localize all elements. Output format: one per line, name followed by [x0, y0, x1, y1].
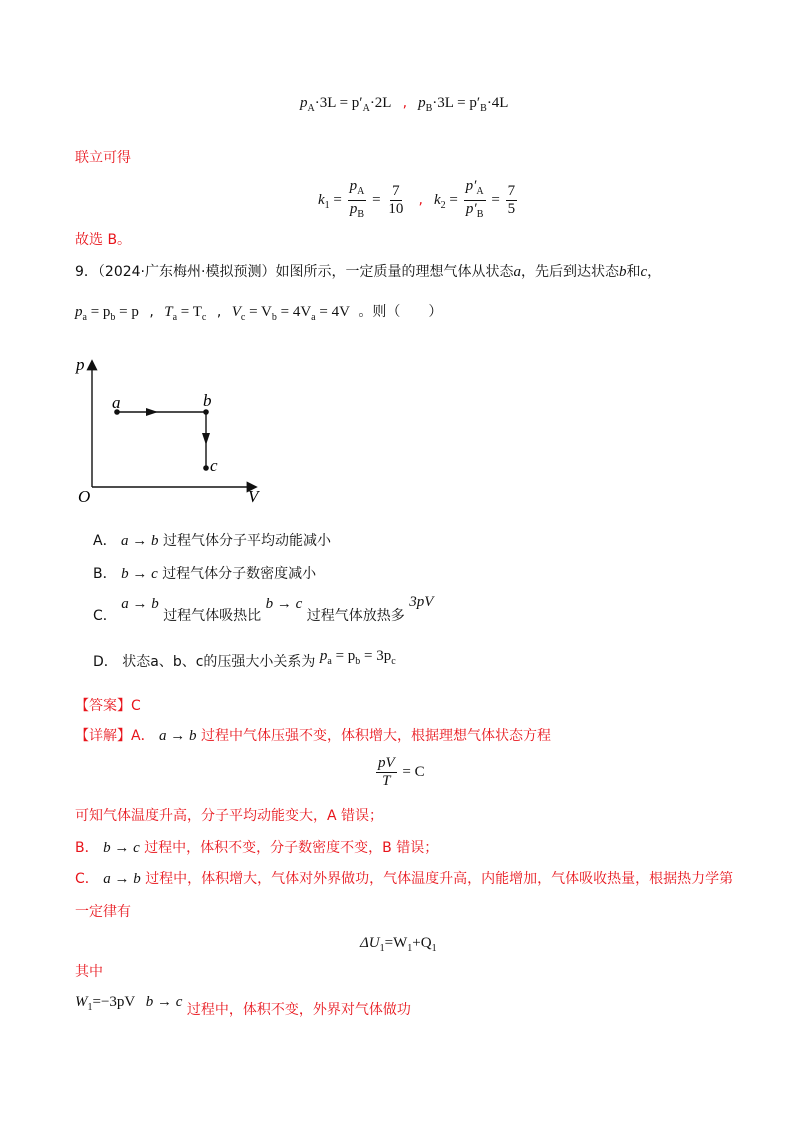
option-letter: D．: [93, 654, 118, 670]
eq2-left: $k_1$ = $\frac{p_A}{p_B}$ = $\frac{7}{10}$: [318, 178, 407, 223]
question-9-stem: 9．（2024·广东梅州·模拟预测）如图所示，一定质量的理想气体从状态a，先后到达状态b和c，: [75, 264, 662, 280]
answer-line: 【答案】C: [75, 698, 141, 714]
equation-pressure-volume: [300, 92, 508, 114]
w1-line: $W_1=-3pV$ b → c 过程中，体积不变，外界对气体做功: [75, 994, 411, 1018]
detail-line-b: B． b → c 过程中，体积不变，分子数密度不变，B 错误；: [75, 840, 439, 856]
fraction: $\frac{7}{10}$: [388, 183, 404, 217]
option-letter: C．: [93, 608, 117, 624]
eq1-rest: ·4L: [486, 95, 509, 111]
arrow-b-c: [202, 433, 210, 445]
arrow-a-b: [146, 408, 158, 416]
ideal-gas-equation: $\frac{pV}{T}$ = C: [378, 755, 425, 789]
first-law-equation: $\Delta U_1=W_1+Q_1$: [360, 935, 437, 954]
eq1-var: p: [418, 95, 426, 111]
eq1-rest: ·3L = p′: [314, 95, 363, 111]
detail-line-c-cont: 一定律有: [75, 904, 131, 920]
option-letter: B．: [93, 566, 117, 582]
fraction: $\frac{p_A}{p_B}$: [349, 178, 365, 220]
eq1-separator: ,: [402, 95, 408, 111]
qizhong-line: 其中: [75, 964, 103, 980]
eq1-rest: ·3L = p′: [432, 95, 481, 111]
eq2-separator: ,: [418, 191, 423, 208]
option-a[interactable]: A． a → b 过程气体分子平均动能减小: [93, 533, 331, 549]
detail-line-c: C． a → b 过程中，体积增大，气体对外界做功，气体温度升高，内能增加，气体吸收热量，根据热力学第: [75, 871, 734, 887]
question-9-conditions: $p_a = p_b = p$ , $T_a = T_c$ , $V_c = V_b = 4V_a = 4V$ 。则（ ）: [75, 304, 443, 323]
lianli-line: 联立可得: [75, 150, 131, 166]
label-v: V: [248, 487, 259, 506]
eq1-rest: ·2L: [369, 95, 392, 111]
option-d[interactable]: D． 状态a、b、c的压强大小关系为 $p_a = p_b = 3p_c$: [93, 648, 396, 670]
eq1-sub: A: [362, 103, 370, 114]
label-a: a: [112, 393, 121, 412]
fraction: $\frac{7}{5}$: [507, 183, 516, 217]
eq1-var: p: [300, 95, 308, 111]
eq1-sub: B: [480, 103, 487, 114]
option-letter: A．: [93, 533, 117, 549]
option-b[interactable]: B． b → c 过程气体分子数密度减小: [93, 566, 317, 582]
eq1-right: [418, 95, 508, 114]
label-b: b: [203, 391, 212, 410]
label-p: p: [76, 355, 85, 374]
eq1-sub: A: [307, 103, 315, 114]
label-c: c: [210, 456, 218, 475]
label-o: O: [78, 487, 91, 506]
fraction: $\frac{p'_A}{p'_B}$: [465, 178, 484, 220]
eq2-right: $k_2$ = $\frac{p'_A}{p'_B}$ = $\frac{7}{5}$: [434, 178, 519, 223]
question-number: 9．: [75, 264, 98, 280]
eq1-sub: B: [425, 103, 433, 114]
guxuan-line: 故选 B。: [75, 232, 132, 248]
point-c: [203, 465, 209, 471]
option-c[interactable]: C． a → b 过程气体吸热比 b → c 过程气体放热多 3pV: [93, 594, 434, 624]
point-b: [203, 409, 209, 415]
detail-conclusion-a: 可知气体温度升高，分子平均动能变大，A 错误；: [75, 808, 384, 824]
equation-k-ratios: [318, 178, 519, 223]
pv-graph: [70, 350, 270, 510]
detail-line-a: 【详解】A． a → b 过程中气体压强不变，体积增大，根据理想气体状态方程: [75, 728, 551, 744]
eq1-left: [300, 95, 391, 114]
